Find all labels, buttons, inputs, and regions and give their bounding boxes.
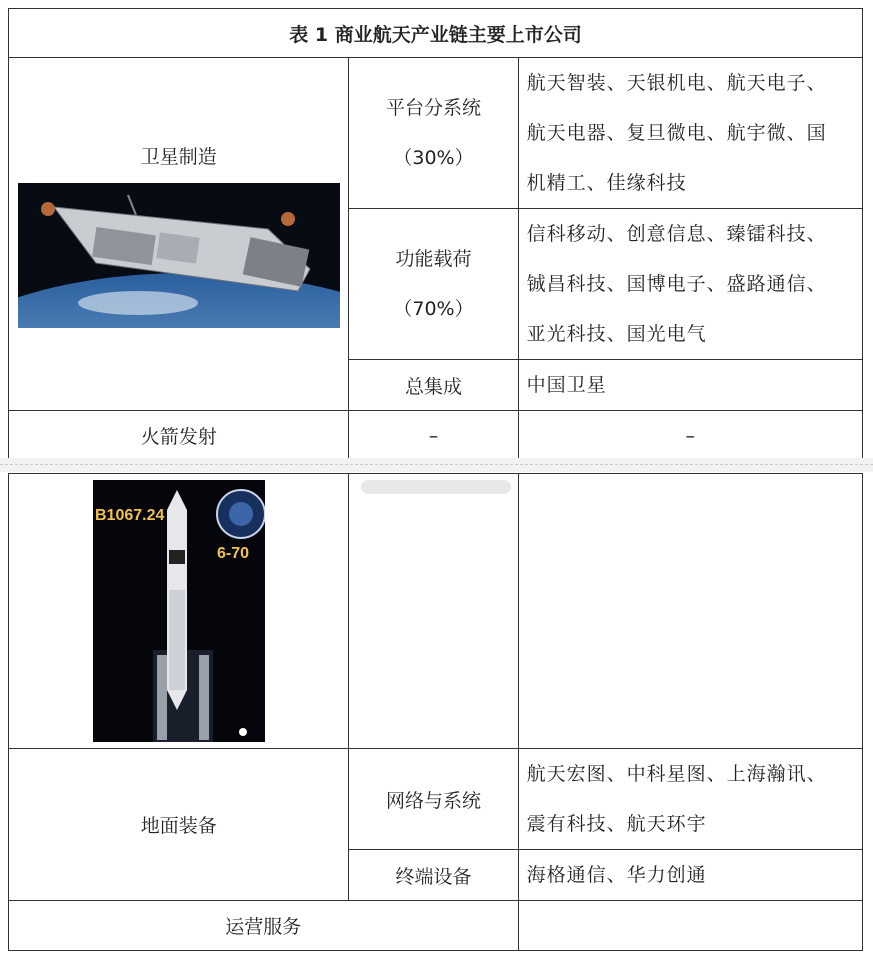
payload-cell bbox=[349, 209, 518, 360]
rocket-image-col2 bbox=[349, 474, 518, 749]
satellite-manufacturing-cell bbox=[9, 58, 349, 411]
table-title: 表 1 商业航天产业链主要上市公司 bbox=[9, 9, 863, 58]
terminal-equipment-label: 终端设备 bbox=[349, 850, 518, 901]
satellite-manufacturing-label: 卫星制造 bbox=[140, 146, 217, 168]
platform-companies-cell bbox=[518, 58, 862, 209]
terminal-companies: 海格通信、华力创通 bbox=[518, 850, 862, 901]
payload-percent: （70%） bbox=[393, 298, 474, 320]
integration-label: 总集成 bbox=[349, 360, 518, 411]
industry-chain-table-bottom bbox=[8, 473, 863, 951]
operations-services-label: 运营服务 bbox=[9, 901, 519, 951]
payload-companies-line-1: 信科移动、创意信息、臻镭科技、 bbox=[526, 223, 827, 245]
payload-companies-line-3: 亚光科技、国光电气 bbox=[526, 323, 707, 345]
payload-label: 功能载荷 bbox=[395, 248, 472, 270]
rocket-launch-col3: – bbox=[518, 411, 862, 461]
rocket-launch-label: 火箭发射 bbox=[9, 411, 349, 461]
platform-subsystem-percent: （30%） bbox=[393, 147, 474, 169]
payload-companies-cell bbox=[518, 209, 862, 360]
rocket-image bbox=[93, 480, 265, 742]
payload-companies-line-2: 铖昌科技、国博电子、盛路通信、 bbox=[526, 273, 827, 295]
platform-subsystem-label: 平台分系统 bbox=[385, 97, 481, 119]
network-systems-label: 网络与系统 bbox=[349, 749, 518, 850]
rocket-image-col3 bbox=[518, 474, 862, 749]
rocket-booster-number: B1067.24 bbox=[94, 507, 165, 524]
platform-companies-line-3: 机精工、佳缘科技 bbox=[526, 172, 687, 194]
ground-equipment-label: 地面装备 bbox=[9, 749, 349, 901]
satellite-image bbox=[18, 183, 340, 328]
rocket-image-cell bbox=[9, 474, 349, 749]
satellite-illustration bbox=[18, 183, 340, 328]
rocket-mission-number: 6-70 bbox=[216, 545, 249, 562]
network-companies-line-1: 航天宏图、中科星图、上海瀚讯、 bbox=[526, 763, 827, 785]
industry-chain-table-top bbox=[8, 8, 863, 461]
platform-companies-line-1: 航天智装、天银机电、航天电子、 bbox=[526, 72, 827, 94]
platform-subsystem-cell bbox=[349, 58, 518, 209]
page-break-divider bbox=[0, 458, 873, 472]
network-companies-line-2: 震有科技、航天环宇 bbox=[526, 813, 707, 835]
rocket-illustration bbox=[93, 480, 265, 742]
rocket-launch-col2: – bbox=[349, 411, 518, 461]
network-companies-cell bbox=[518, 749, 862, 850]
platform-companies-line-2: 航天电器、复旦微电、航宇微、国 bbox=[526, 122, 827, 144]
watermark-blur bbox=[361, 480, 511, 494]
integration-companies: 中国卫星 bbox=[518, 360, 862, 411]
operations-services-companies bbox=[518, 901, 862, 951]
